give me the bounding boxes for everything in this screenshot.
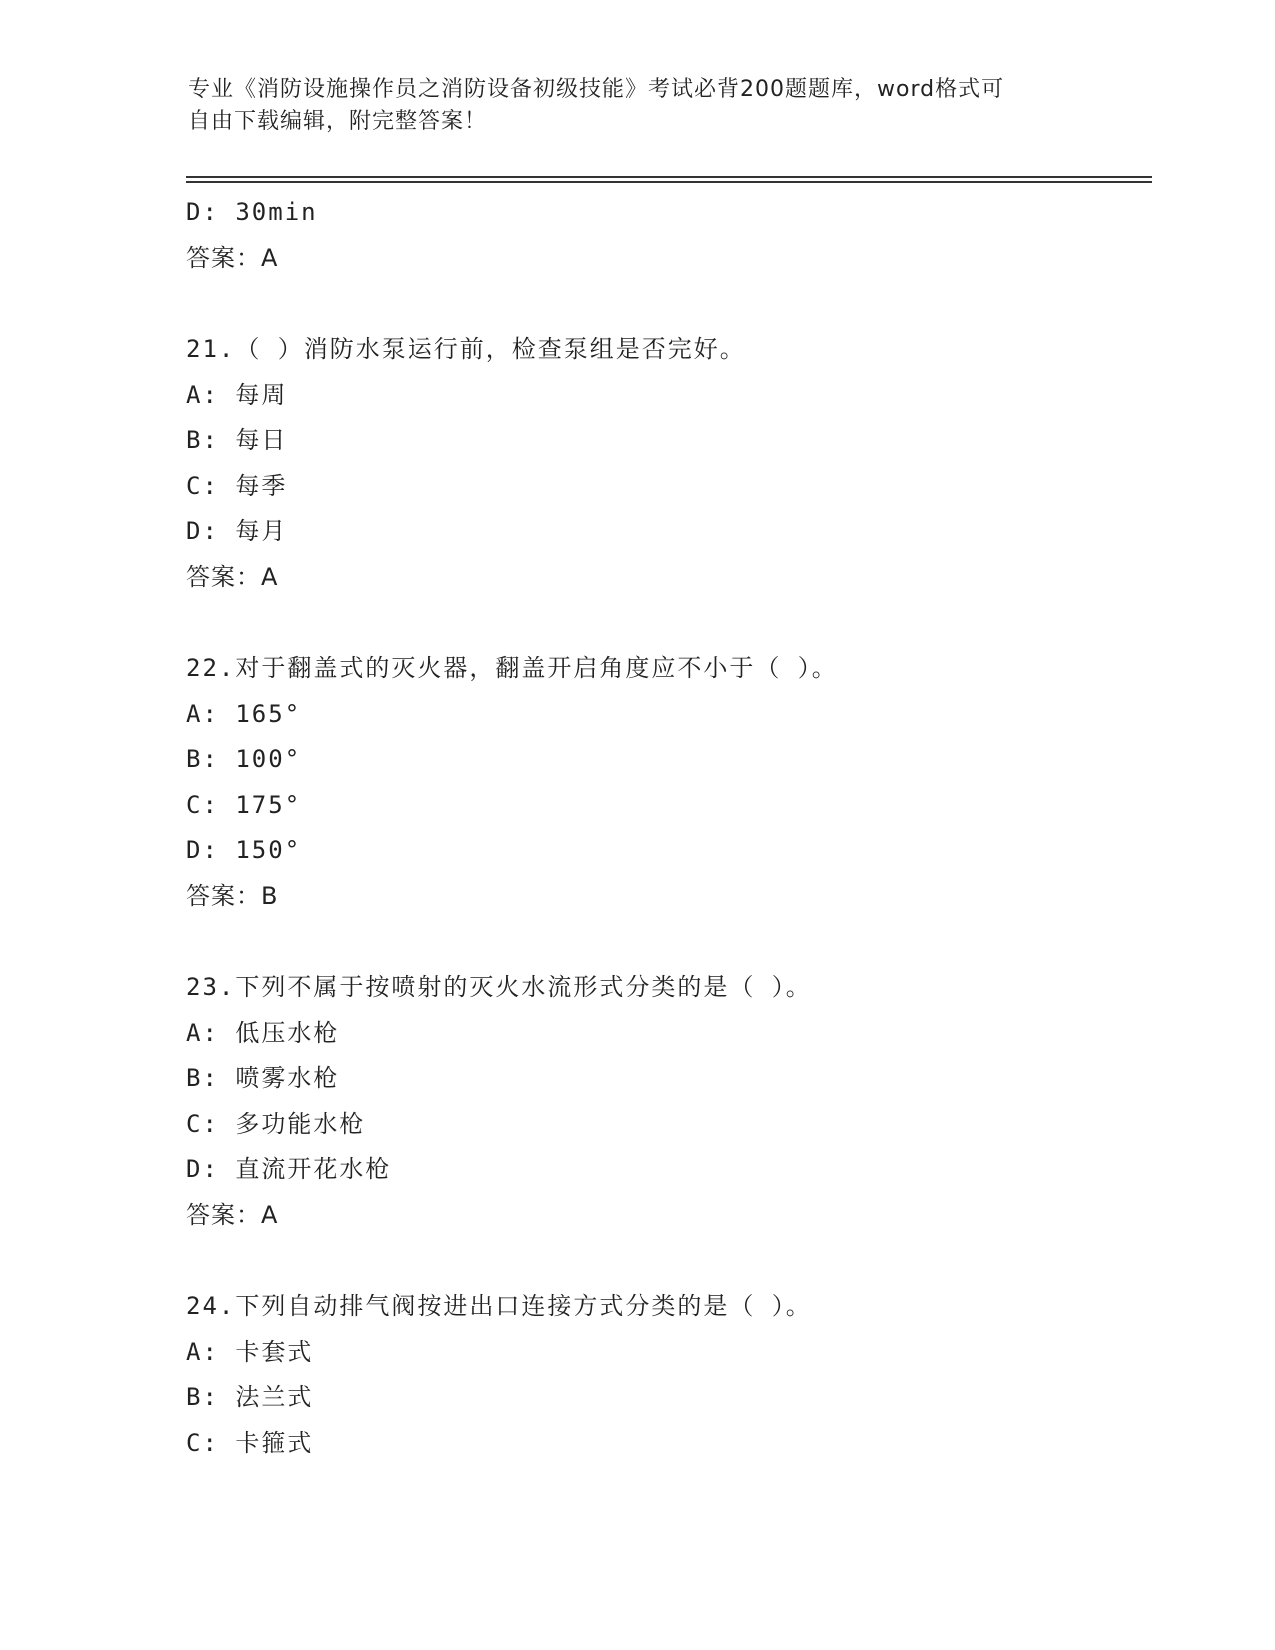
question-gap bbox=[186, 600, 1146, 646]
header-divider-top bbox=[186, 176, 1152, 178]
answer-line: 答案：A bbox=[186, 243, 279, 272]
option-c: C: 每季 bbox=[186, 471, 288, 500]
question-stem: 23.下列不属于按喷射的灭火水流形式分类的是（ ）。 bbox=[186, 973, 812, 1001]
option-a: A: 低压水枪 bbox=[186, 1018, 340, 1047]
answer-line: 答案：B bbox=[186, 881, 279, 910]
question-gap bbox=[186, 281, 1146, 327]
option-b: B: 100° bbox=[186, 745, 302, 773]
question-gap bbox=[186, 1238, 1146, 1284]
option-a: A: 卡套式 bbox=[186, 1337, 314, 1366]
option-d: D: 150° bbox=[186, 836, 302, 864]
question-list bbox=[186, 190, 1146, 1466]
previous-question-tail bbox=[186, 190, 1146, 281]
option-d: D: 每月 bbox=[186, 517, 288, 545]
option-a: A: 165° bbox=[186, 699, 302, 728]
option-b: B: 法兰式 bbox=[186, 1383, 314, 1411]
option-c: C: 175° bbox=[186, 790, 302, 819]
answer-line: 答案：A bbox=[186, 562, 279, 591]
option-a: A: 每周 bbox=[186, 380, 288, 409]
header-line-1: 专业《消防设施操作员之消防设备初级技能》考试必背200题题库，word格式可 bbox=[188, 77, 1005, 102]
question-21 bbox=[186, 327, 1146, 600]
option-b: B: 喷雾水枪 bbox=[186, 1064, 340, 1092]
document-header bbox=[188, 74, 1068, 138]
answer-line: 答案：A bbox=[186, 1200, 279, 1229]
question-stem: 21.（ ）消防水泵运行前，检查泵组是否完好。 bbox=[186, 335, 746, 363]
option-c: C: 卡箍式 bbox=[186, 1428, 314, 1457]
header-divider-bottom bbox=[186, 181, 1152, 183]
option-b: B: 每日 bbox=[186, 426, 288, 454]
question-22 bbox=[186, 646, 1146, 919]
option-d: D: 直流开花水枪 bbox=[186, 1155, 392, 1183]
question-24 bbox=[186, 1284, 1146, 1466]
question-gap bbox=[186, 919, 1146, 965]
question-stem: 24.下列自动排气阀按进出口连接方式分类的是（ ）。 bbox=[186, 1292, 812, 1320]
question-23 bbox=[186, 965, 1146, 1238]
question-stem: 22.对于翻盖式的灭火器，翻盖开启角度应不小于（ ）。 bbox=[186, 654, 838, 682]
option-d: D: 30min bbox=[186, 198, 318, 226]
option-c: C: 多功能水枪 bbox=[186, 1109, 366, 1138]
header-line-2: 自由下载编辑，附完整答案！ bbox=[188, 109, 488, 134]
